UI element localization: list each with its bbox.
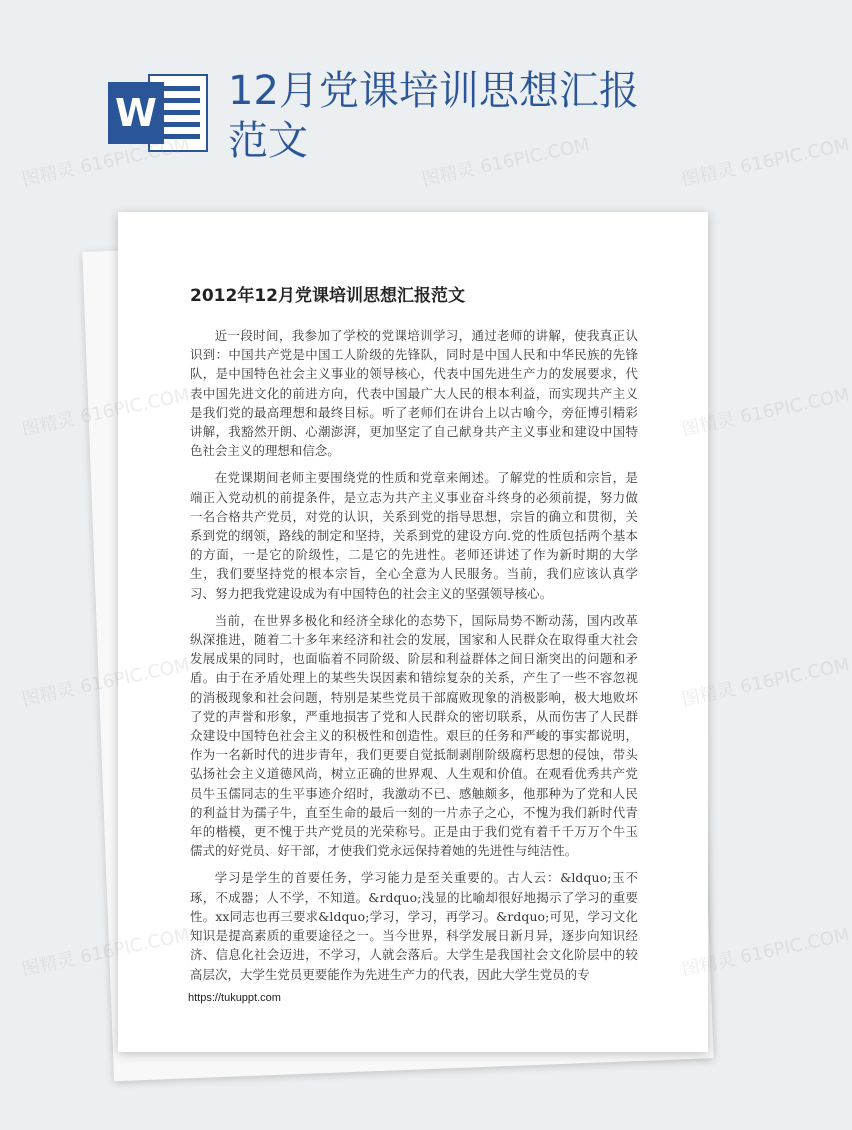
word-document-icon (108, 72, 210, 154)
watermark: 图精灵 616PIC.COM (679, 924, 852, 981)
watermark: 图精灵 616PIC.COM (679, 654, 852, 711)
watermark: 图精灵 616PIC.COM (679, 384, 852, 441)
footer-url: https://tukuppt.com (188, 992, 281, 1004)
watermark: 图精灵 616PIC.COM (419, 134, 592, 191)
header (0, 0, 800, 200)
paragraph: 当前，在世界多极化和经济全球化的态势下，国际局势不断动荡，国内改革纵深推进，随着二十多年来经济和社会的发展，国家和人民群众在取得重大社会发展成果的同时，也面临着不同阶级、阶层和利益群体之间日渐突出的问题和矛盾。由于在矛盾处理上的某些失误因素和错综复杂的关系，产生了一些不容忽视的消极现象和社会问题，特别是某些党员干部腐败现象的消极影响，极大地败坏了党的声誉和形象，严重地损害了党和人民群众的密切联系，从而伤害了人民群众建设中国特色社会主义的积极性和创造性。艰巨的任务和严峻的事实都说明，作为一名新时代的进步青年，我们更要自觉抵制剥削阶级腐朽思想的侵蚀，带头弘扬社会主义道德风尚，树立正确的世界观、人生观和价值。在观看优秀共产党员牛玉儒同志的生平事迹介绍时，我激动不已、感触颇多，他那种为了党和人民的利益甘为孺子牛，直至生命的最后一刻的一片赤子之心，不愧为我们新时代青年的楷模，更不愧于共产党员的光荣称号。正是由于我们党有着千千万万个牛玉儒式的好党员、好干部，才使我们党永远保持着她的先进性与纯洁性。 (190, 612, 638, 859)
paragraph: 近一段时间，我参加了学校的党课培训学习，通过老师的讲解，使我真正认识到：中国共产党是中国工人阶级的先锋队，同时是中国人民和中华民族的先锋队，是中国特色社会主义事业的领导核心，代表中国先进生产力的发展要求，代表中国先进文化的前进方向，代表中国最广大人民的根本利益，而实现共产主义是我们党的最高理想和最终目标。听了老师们在讲台上以古喻今，旁征博引精彩讲解，我豁然开朗、心潮澎湃，更加坚定了自己献身共产主义事业和建设中国特色社会主义的理想和信念。 (190, 328, 638, 459)
watermark: 图精灵 616PIC.COM (679, 134, 852, 191)
document-title: 2012年12月党课培训思想汇报范文 (190, 286, 465, 306)
paragraph: 学习是学生的首要任务，学习能力是至关重要的。古人云：&ldquo;玉不琢，不成器；人不学，不知道。&rdquo;浅显的比喻却很好地揭示了学习的重要性。xx同志也再三要求&ldquo;学习，学习，再学习。&rdquo;可见，学习文化知识是提高素质的重要途径之一。当今世界，科学发展日新月异，逐步向知识经济、信息化社会迈进，不学习，人就会落后。大学生是我国社会文化阶层中的较高层次，大学生党员更要能作为先进生产力的代表，因此大学生党员的专 (190, 870, 638, 982)
watermark: 图精灵 (19, 678, 78, 711)
watermark: 图精灵 616PIC.COM (19, 924, 192, 981)
word-letter-tile: W (108, 82, 164, 144)
page-title: 12月党课培训思想汇报范文 (228, 68, 639, 164)
paragraph: 在党课期间老师主要围绕党的性质和党章来阐述。了解党的性质和宗旨，是端正入党动机的前提条件，是立志为共产主义事业奋斗终身的必须前提，努力做一名合格共产党员，对党的认识，关系到党的指导思想，宗旨的确立和贯彻，关系到党的纲领，路线的制定和坚持，关系到党的建设方向.党的性质包括两个基本的方面，一是它的阶级性，二是它的先进性。老师还讲述了作为新时期的大学生，我们要坚持党的根本宗旨，全心全意为人民服务。当前，我们应该认真学习、努力把我党建设成为有中国特色的社会主义的坚强领导核心。 (190, 470, 638, 601)
document-body (190, 326, 638, 986)
document-page (118, 212, 708, 1052)
watermark: 图精灵 616PIC.COM (19, 134, 192, 191)
watermark: 图精灵 (19, 408, 78, 441)
